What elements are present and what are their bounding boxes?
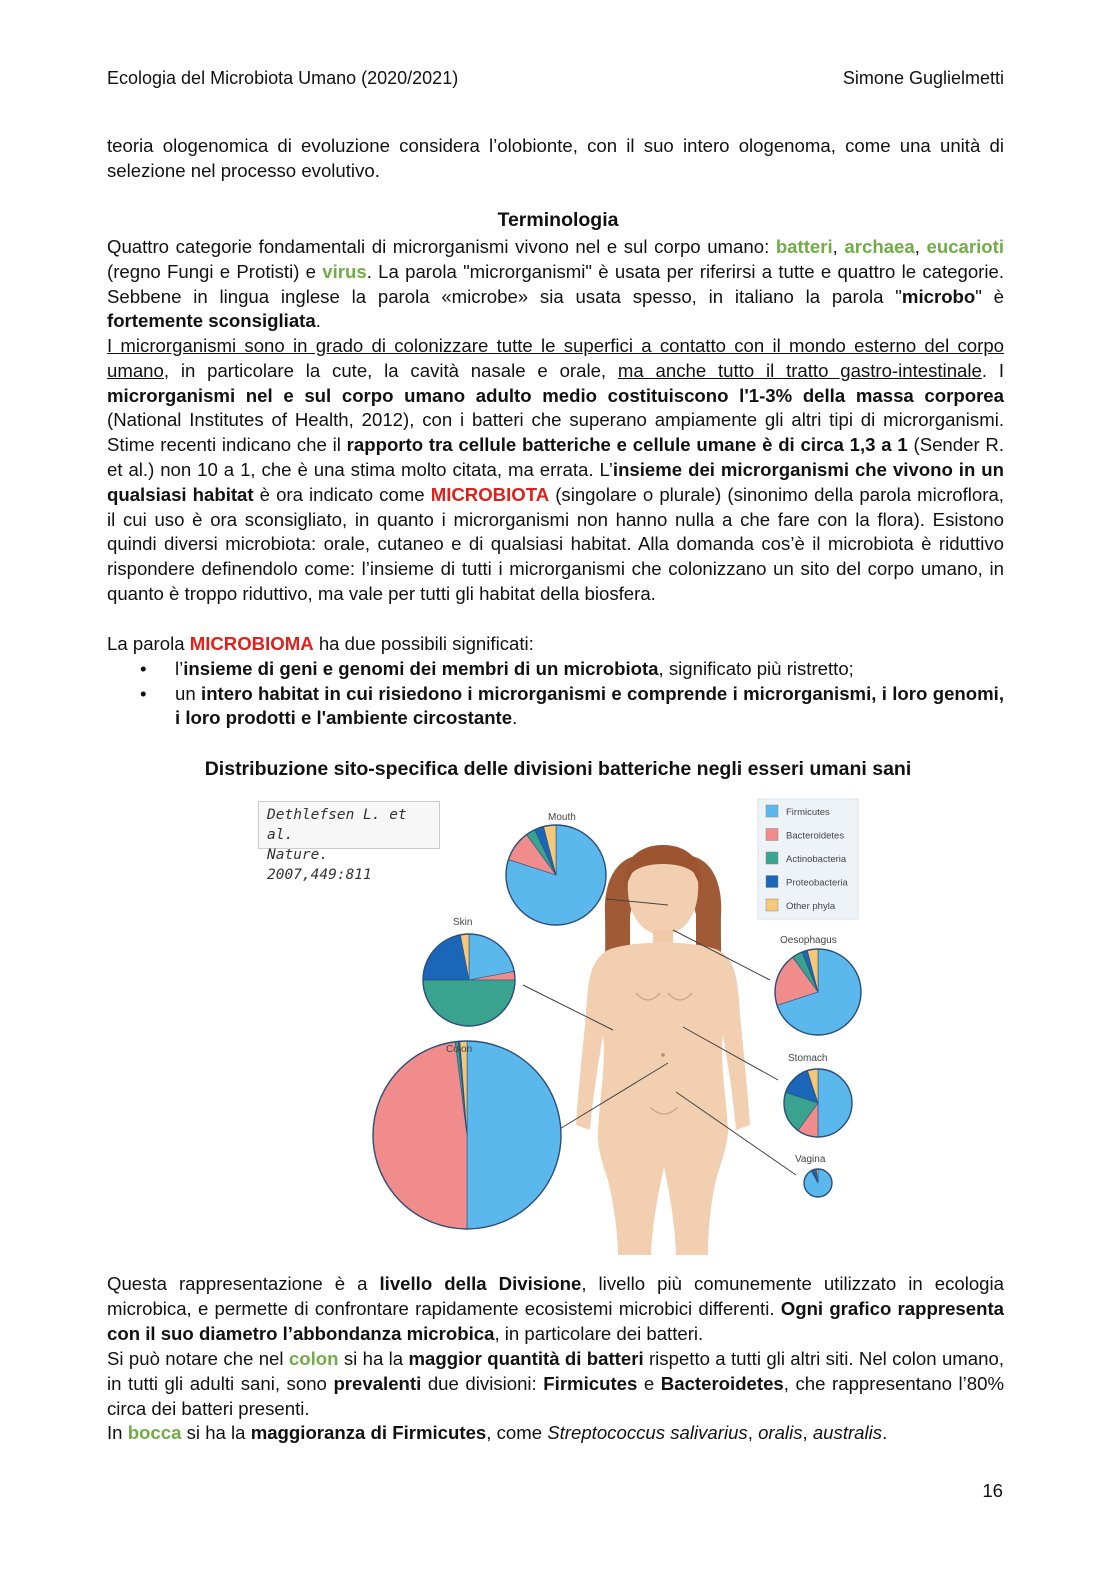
site-label-colon: Colon bbox=[446, 1044, 473, 1055]
term-microbioma: MICROBIOMA bbox=[189, 633, 314, 654]
term-microbiota: MICROBIOTA bbox=[430, 483, 550, 505]
microbiota-paragraph: I microrganismi sono in grado di colonizzare tutte le superfici a contatto con il mondo esterno del corpo umano, in particolare la cute, la cavità nasale e orale, ma anche tutto il tratto gastro-intestinale. I microrganismi nel e sul corpo umano adulto medio costituiscono l'1-3% della massa corporea (National Institutes of Health, 2012), con i batteri che superano ampiamente gli altri tipi di microrganismi. Stime recenti indicano che il rapporto tra cellule batteriche e cellule umane è di circa 1,3 a 1 (Sender R. et al.) non 10 a 1, che è una stima molto citata, ma errata. L’insieme dei microrganismi che vivono in un qualsiasi habitat è ora indicato come MICROBIOTA (singolare o plurale) (sinonimo della parola microflora, il cui uso è ora sconsigliato, in quanto i microrganismi non hanno nulla a che fare con la flora). Esistono quindi diversi microbiota: orale, cutaneo e di qualsiasi habitat. Alla domanda cos’è il microbiota è riduttivo rispondere definendolo come: l’insieme di tutti i microrganismi che colonizzano un sito del corpo umano, in quanto è troppo riduttivo, ma vale per tutti gli habitat della biosfera. bbox=[107, 335, 1005, 604]
page-header bbox=[107, 68, 1004, 89]
site-label-stomach: Stomach bbox=[788, 1053, 828, 1064]
legend-label: Proteobacteria bbox=[786, 877, 848, 889]
pie-slice bbox=[467, 1041, 561, 1229]
microbiota-distribution-figure bbox=[258, 795, 868, 1255]
microbioma-paragraph: La parola MICROBIOMA ha due possibili significati: • l’insieme di geni e genomi dei membri di un microbiota, significato più ristretto; • un intero habitat in cui risiedono i microrganismi e comprende i microrganismi, i loro genomi, i loro prodotti e l'ambiente circostante. bbox=[107, 632, 1004, 731]
site-label-vagina: Vagina bbox=[795, 1154, 826, 1165]
legend-label: Actinobacteria bbox=[786, 854, 847, 865]
page-number: 16 bbox=[982, 1480, 1003, 1501]
figure-citation: Dethlefsen L. et al. Nature. 2007,449:811 bbox=[258, 801, 440, 849]
figure-explanation-paragraph: Questa rappresentazione è a livello della Divisione, livello più comunemente utilizzato in ecologia microbica, e permette di confrontare rapidamente ecosistemi microbici differenti. Ogni grafico rappresenta con il suo diametro l’abbondanza microbica, in particolare dei batteri. bbox=[107, 1273, 1004, 1344]
figure-title: Distribuzione sito-specifica delle divisioni batteriche negli esseri umani sani bbox=[204, 758, 912, 780]
legend-swatch bbox=[766, 852, 778, 864]
intro-paragraph: teoria ologenomica di evoluzione considera l’olobionte, con il suo intero ologenoma, come una unità di selezione nel processo evolutivo. bbox=[107, 135, 1004, 181]
term-virus: virus bbox=[322, 260, 367, 282]
legend-swatch bbox=[766, 899, 778, 911]
mouth-paragraph: In bocca si ha la maggioranza di Firmicutes, come Streptococcus salivarius, oralis, australis. bbox=[107, 1422, 888, 1443]
site-label-oesophagus: Oesophagus bbox=[780, 935, 837, 946]
term-eucarioti: eucarioti bbox=[926, 236, 1004, 257]
terminology-paragraph: Quattro categorie fondamentali di microrganismi vivono nel e sul corpo umano: batteri, archaea, eucarioti (regno Fungi e Protisti) e virus. La parola "microrganismi" è usata per riferirsi a tutte e quattro le categorie. Sebbene in lingua inglese la parola «microbe» sia usata spesso, in italiano la parola "microbo" è fortemente sconsigliata. bbox=[107, 236, 1005, 332]
header-course-title: Ecologia del Microbiota Umano (2020/2021) bbox=[107, 68, 459, 88]
site-label-skin: Skin bbox=[453, 917, 473, 928]
section-title: Terminologia bbox=[497, 209, 619, 231]
header-author: Simone Guglielmetti bbox=[842, 68, 1004, 88]
list-item: • un intero habitat in cui risiedono i microrganismi e comprende i microrganismi, i loro genomi, i loro prodotti e l'ambiente circostante. bbox=[140, 682, 1004, 729]
definition-list bbox=[107, 657, 1004, 731]
colon-paragraph: Si può notare che nel colon si ha la maggior quantità di batteri rispetto a tutti gli altri siti. Nel colon umano, in tutti gli adulti sani, sono prevalenti due divisioni: Firmicutes e Bacteroidetes, che rappresentano l’80% circa dei batteri presenti. bbox=[107, 1348, 1004, 1419]
term-batteri: batteri bbox=[775, 236, 833, 257]
site-label-mouth: Mouth bbox=[548, 812, 576, 823]
legend-swatch bbox=[766, 805, 778, 817]
pie-slice bbox=[818, 1069, 852, 1137]
pie-slice bbox=[423, 980, 515, 1026]
list-item: • l’insieme di geni e genomi dei membri di un microbiota, significato più ristretto; bbox=[140, 657, 854, 679]
legend-label: Firmicutes bbox=[786, 807, 830, 818]
legend-label: Other phyla bbox=[786, 901, 836, 912]
legend-swatch bbox=[766, 876, 778, 888]
term-archaea: archaea bbox=[844, 236, 915, 257]
pie-slice bbox=[373, 1042, 467, 1229]
legend-swatch bbox=[766, 829, 778, 841]
legend-label: Bacteroidetes bbox=[786, 830, 845, 842]
